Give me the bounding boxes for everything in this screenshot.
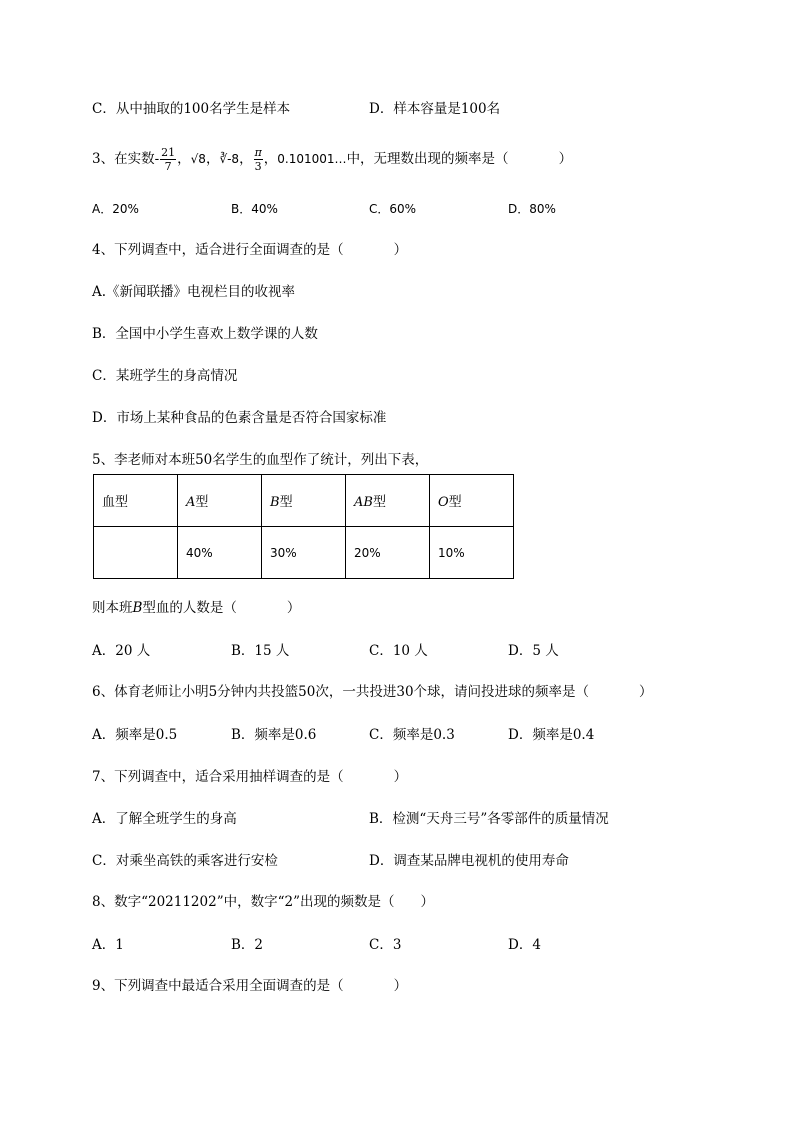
table-cell: 40%	[178, 527, 262, 579]
blood-type-table	[93, 474, 514, 579]
q6-option-d: D．频率是0.4	[508, 727, 595, 743]
q7-option-b: B．检测“天舟三号”各零部件的质量情况	[369, 811, 609, 827]
q3-option-d: D．80%	[508, 202, 556, 216]
type-letter: O	[438, 495, 449, 510]
q6-stem	[92, 683, 653, 701]
q5-option-d: D．5 人	[508, 643, 559, 659]
q3-decimal: 0.101001…	[277, 152, 347, 166]
q6-option-c: C．频率是0.3	[369, 727, 455, 743]
q6-close: ）	[639, 684, 653, 700]
q4-option-a: A.《新闻联播》电视栏目的收视率	[92, 284, 296, 300]
q4-stem-text: 4、下列调查中，适合进行全面调查的是（	[92, 242, 344, 258]
q8-stem-text: 8、数字“20211202”中，数字“2”出现的频数是（	[92, 894, 395, 910]
q3-prefix: 3、在实数	[92, 151, 155, 167]
type-suffix: 型	[195, 495, 209, 510]
q3-sep: ，	[205, 151, 220, 167]
q3-option-c: C．60%	[369, 202, 417, 216]
q9-stem	[92, 977, 407, 995]
table-cell: 30%	[262, 527, 346, 579]
q5-stem: 5、李老师对本班50名学生的血型作了统计，列出下表，	[92, 452, 429, 468]
q7-stem-text: 7、下列调查中，适合采用抽样调查的是（	[92, 769, 344, 785]
table-cell	[94, 527, 178, 579]
q3-sep: ，	[263, 151, 278, 167]
type-letter: A	[186, 495, 196, 510]
q8-close: ）	[420, 894, 434, 910]
q5-close: ）	[286, 600, 301, 616]
q7-option-d: D．调查某品牌电视机的使用寿命	[369, 853, 569, 869]
table-header-cell	[262, 475, 346, 527]
q7-close: ）	[393, 769, 408, 785]
q8-option-a: A．1	[92, 937, 124, 953]
q4-stem	[92, 241, 407, 259]
q4-option-c: C．某班学生的身高情况	[92, 368, 238, 384]
q3-option-a: A．20%	[92, 202, 139, 216]
table-row	[94, 527, 514, 579]
table-header-cell	[346, 475, 430, 527]
q3-sep: ，	[177, 151, 191, 167]
q5-option-a: A．20 人	[92, 643, 151, 659]
q5-question-suffix: 型血的人数是（	[142, 600, 237, 616]
q3-frac1-denominator: 7	[164, 160, 172, 173]
q8-option-d: D．4	[508, 937, 541, 953]
q8-stem	[92, 893, 434, 911]
q3-option-b: B．40%	[231, 202, 278, 216]
q7-stem	[92, 768, 407, 786]
q2-option-c: C．从中抽取的100名学生是样本	[92, 101, 291, 117]
type-suffix: 型	[279, 495, 293, 510]
q4-option-d: D．市场上某种食品的色素含量是否符合国家标准	[92, 410, 387, 426]
q3-suffix: 中，无理数出现的频率是（	[346, 151, 509, 167]
q9-close: ）	[393, 978, 408, 994]
q3-close: ）	[558, 151, 573, 167]
q8-option-b: B．2	[231, 937, 264, 953]
q3-sqrt8: √8	[190, 152, 206, 166]
q3-stem	[92, 146, 572, 173]
q3-frac2-denominator: 3	[254, 160, 262, 173]
q3-sep: ，	[239, 151, 253, 167]
q6-option-b: B．频率是0.6	[231, 727, 317, 743]
type-suffix: 型	[448, 495, 462, 510]
table-row-header	[94, 475, 514, 527]
q3-frac1-numerator: 21	[161, 146, 176, 159]
q7-option-c: C．对乘坐高铁的乘客进行安检	[92, 853, 278, 869]
table-header-cell: 血型	[94, 475, 178, 527]
q4-option-b: B．全国中小学生喜欢上数学课的人数	[92, 326, 318, 342]
table-header-cell	[178, 475, 262, 527]
q6-stem-text: 6、体育老师让小明5分钟内共投篮50次，一共投进30个球，请问投进球的频率是（	[92, 684, 590, 700]
q3-frac2-numerator: π	[254, 146, 262, 159]
q5-question-var: B	[132, 600, 143, 616]
q3-cbrt: ∛-8	[219, 152, 240, 166]
q7-option-a: A．了解全班学生的身高	[92, 811, 237, 827]
q8-option-c: C．3	[369, 937, 402, 953]
q2-option-d: D．样本容量是100名	[369, 101, 501, 117]
q5-option-b: B．15 人	[231, 643, 290, 659]
table-header-cell	[430, 475, 514, 527]
q6-option-a: A．频率是0.5	[92, 727, 178, 743]
table-cell: 20%	[346, 527, 430, 579]
q3-minus: -	[154, 151, 160, 167]
q3-fraction-1	[160, 146, 176, 173]
q4-close: ）	[393, 242, 408, 258]
q3-fraction-2	[254, 146, 263, 173]
type-letter: AB	[354, 495, 373, 510]
q5-question	[92, 599, 300, 617]
type-letter: B	[270, 495, 280, 510]
type-suffix: 型	[372, 495, 386, 510]
q5-question-prefix: 则本班	[92, 600, 133, 616]
table-cell: 10%	[430, 527, 514, 579]
q5-option-c: C．10 人	[369, 643, 428, 659]
q9-stem-text: 9、下列调查中最适合采用全面调查的是（	[92, 978, 344, 994]
